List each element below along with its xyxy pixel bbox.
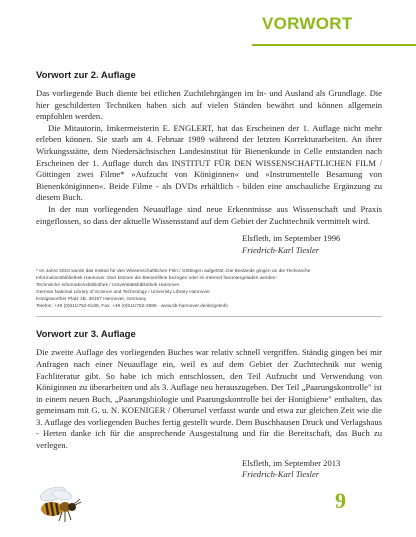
chapter-title: VORWORT bbox=[262, 14, 353, 33]
paragraph: In der nun vorliegenden Neuauflage sind neue Erkenntnisse aus Wissenschaft und Praxis eingeflossen, so dass der aktuelle Wissensstand auf dem Gebiet der Zuchttechnik vermittelt wird. bbox=[36, 203, 382, 226]
divider bbox=[36, 316, 382, 317]
footnote-line: * Im Jahre 2010 wurde das Institut für den Wissenschaftlichen Film / Göttingen aufgelöst. Die Bestände gingen an die Technische bbox=[36, 269, 311, 275]
paragraph: Die zweite Auflage des vorliegenden Buches war relativ schnell vergriffen. Ständig gingen bei mir Anfragen nach einer Neuauflage ein, weil es auf dem Gebiet der Zuchttechnik nur wenig Fachliteratur gibt. So habe ich mich entschlossen, den Teil Aufzucht und Verwendung von Königinnen zu überarbeiten und als 3. Auflage neu herauszugeben. Der Teil „Paarungskontrolle" ist in einem neuen Buch, „Paarungsbiologie und Paarungskontrolle bei der Honigbiene" enthalten, das gemeinsam mit G. u. N. KOENIGER / Oberursel verfasst wurde und etwa zur gleichen Zeit wie die 3. Auflage des vorliegenden Buches fertig gestellt wurde. Dem Buschhausen Druck und Verlagshaus - Herten danke ich für die ansprechende Ausgestaltung und für die Bereitschaft, das Buch zu verlegen. bbox=[36, 347, 382, 451]
paragraph: Die Mitautorin, Imkermeisterin E. ENGLERT, hat das Erscheinen der 1. Auflage nicht mehr erleben können. Sie starb am 4. Februar 1989 während der letzten Korrekturarbeiten. An ihrer Wirkungsstätte, dem Niedersächsischen Landesinstitut für Bienenkunde in Celle entstanden nach Erscheinen der 1. Auflage durch das INSTITUT FÜR DEN WISSENSCHAFTLICHEN FILM / Göttingen zwei Filme* »Aufzucht von Königinnen« und »Instrumentelle Besamung von Bienenköniginnen«. Beide Filme - als DVDs erhältlich - bilden eine anschauliche Ergänzung zu diesem Buch. bbox=[36, 122, 382, 203]
section-heading-3rd-edition: Vorwort zur 3. Auflage bbox=[36, 329, 136, 341]
footnote-line: Informationsbibliothek Hannover. Dort können die Bienenfilme bezogen oder im Internet heruntergeladen werden: bbox=[36, 276, 277, 282]
header-rule bbox=[252, 44, 416, 46]
signature-place-date: Elsfleth, im September 2013 bbox=[242, 457, 341, 468]
signature-name: Friedrich-Karl Tiesler bbox=[242, 244, 320, 255]
page-content bbox=[36, 58, 382, 481]
footnote-line: Telefon: +49 (0)511/762-8138, Fax: +49 (0)511/762-2686 · www.tib-hannover.de/de/getinfo bbox=[36, 304, 228, 310]
signature-name: Friedrich-Karl Tiesler bbox=[242, 469, 320, 480]
section-heading-2nd-edition: Vorwort zur 2. Auflage bbox=[36, 70, 136, 81]
signature-block bbox=[36, 233, 382, 256]
footnote bbox=[36, 268, 382, 310]
paragraph: Das vorliegende Buch diente bei etlichen Zuchtlehrgängen im In- und Ausland als Grundlage. Die hier geschilderten Techniken haben sich auf vielen Ständen bewährt und können allgemein empfohlen werden. bbox=[36, 88, 382, 122]
page-number: 9 bbox=[335, 488, 346, 513]
signature-place-date: Elsfleth, im September 1996 bbox=[242, 233, 341, 244]
footnote-line: Technische Informationsbibliothek / Universitätsbibliothek Hannover bbox=[36, 283, 180, 289]
footnote-line: Königsworther Platz 1B, 30167 Hannover, Germany bbox=[36, 297, 147, 303]
footnote-line: German National Library of Science and Technology / University Library Hannover bbox=[36, 290, 211, 296]
bee-icon bbox=[34, 484, 82, 526]
signature-block bbox=[36, 458, 382, 481]
